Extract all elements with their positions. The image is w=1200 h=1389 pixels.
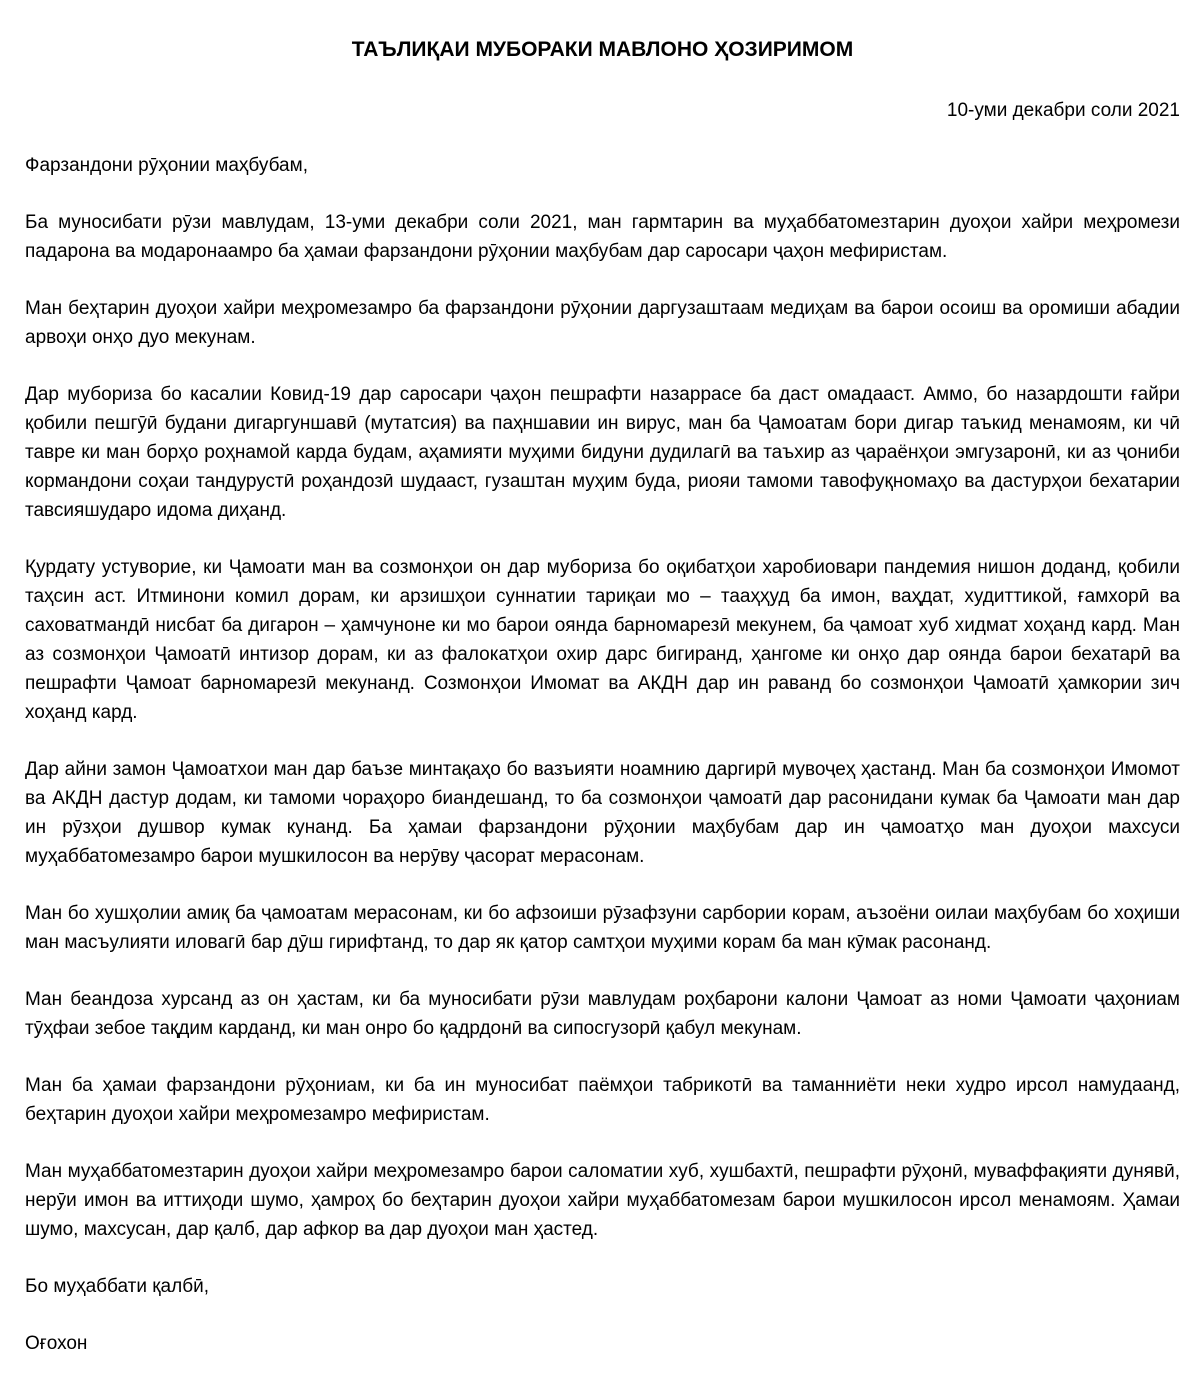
paragraph-6: Ман бо хушҳолии амиқ ба ҷамоатам мерасонам, ки бо афзоиши рӯзафзуни сарбории корам, аъзоёни оилаи маҳбубам бо хоҳиши ман масъулияти иловагӣ бар дӯш гирифтанд, то дар як қатор самтҳои муҳими корам ба ман кӯмак расонанд. <box>25 903 1180 953</box>
paragraph-3: Дар мубориза бо касалии Ковид-19 дар саросари ҷаҳон пешрафти назаррасе ба даст омадааст. Аммо, бо назардошти ғайри қобили пешгӯӣ будани дигаргуншавӣ (мутатсия) ва паҳншавии ин вирус, ман ба Ҷамоатам бори дигар таъкид менамоям, ки чӣ тавре ки ман борҳо роҳнамой карда будам, аҳамияти муҳими бидуни дудилагӣ ва таъхир аз ҷараёнҳои эмгузаронӣ, ки аз ҷониби кормандони соҳаи тандурустӣ роҳандозӣ шудааст, гузаштан муҳим буда, риояи тамоми тавофуқномаҳо ва дастурҳои бехатарии тавсияшударо идома диҳанд. <box>25 384 1180 521</box>
closing-line: Бо муҳаббати қалбӣ, <box>25 1276 209 1297</box>
paragraph-9: Ман муҳаббатомезтарин дуоҳои хайри меҳромезамро барои саломатии хуб, хушбахтӣ, пешрафти рӯҳонӣ, муваффақияти дунявӣ, нерӯи имон ва иттиҳоди шумо, ҳамроҳ бо беҳтарин дуоҳои хайри муҳаббатомезам барои мушкилосон ирсол менамоям. Ҳамаи шумо, махсусан, дар қалб, дар афкор ва дар дуоҳои ман ҳастед. <box>25 1161 1180 1240</box>
paragraph-2: Ман беҳтарин дуоҳои хайри меҳромезамро ба фарзандони рӯҳонии даргузаштаам медиҳам ва барои осоиш ва оромиши абадии арвоҳи онҳо дуо мекунам. <box>25 298 1180 348</box>
salutation: Фарзандони рӯҳонии маҳбубам, <box>25 155 308 176</box>
paragraph-7: Ман беандоза хурсанд аз он ҳастам, ки ба муносибати рӯзи мавлудам роҳбарони калони Ҷамоат аз номи Ҷамоати ҷаҳониам тӯҳфаи зебое тақдим карданд, ки ман онро бо қадрдонӣ ва сипосгузорӣ қабул мекунам. <box>25 989 1180 1039</box>
signature: Оғохон <box>25 1333 88 1354</box>
letter-title: ТАЪЛИҚАИ МУБОРАКИ МАВЛОНО ҲОЗИРИМОМ <box>351 38 854 61</box>
letter-page <box>25 0 1180 1358</box>
paragraph-4: Қурдату устуворие, ки Ҷамоати ман ва созмонҳои он дар мубориза бо оқибатҳои харобиовари пандемия нишон доданд, қобили таҳсин аст. Итминони комил дорам, ки арзишҳои суннатии тариқаи мо – тааҳҳуд ба имон, ваҳдат, худиттикой, ғамхорӣ ва саховатмандӣ нисбат ба дигарон – ҳамчуноне ки мо барои оянда барномарезӣ мекунем, ба ҷамоат хуб хидмат хоҳанд кард. Ман аз созмонҳои Ҷамоатӣ интизор дорам, ки аз фалокатҳои охир дарс бигиранд, ҳангоме ки онҳо дар оянда барои бехатарӣ ва пешрафти Ҷамоат барномарезӣ мекунанд. Созмонҳои Имомат ва АКДН дар ин раванд бо созмонҳои Ҷамоатӣ ҳамкории зич хоҳанд кард. <box>25 557 1180 723</box>
paragraph-8: Ман ба ҳамаи фарзандони рӯҳониам, ки ба ин муносибат паёмҳои табрикотӣ ва таманниёти неки худро ирсол намудаанд, беҳтарин дуоҳои хайри меҳромезамро мефиристам. <box>25 1075 1180 1125</box>
paragraph-5: Дар айни замон Ҷамоатхои ман дар баъзе минтақаҳо бо вазъияти ноамнию даргирӣ мувоҷеҳ ҳастанд. Ман ба созмонҳои Имомот ва АКДН дастур додам, ки тамоми чораҳоро биандешанд, то ба созмонҳои ҷамоатӣ дар расонидани кумак ба Ҷамоати ман дар ин рӯзҳои душвор кумак кунанд. Ба ҳамаи фарзандони рӯҳонии маҳбубам дар ин ҷамоатҳо ман дуоҳои махсуси муҳаббатомезамро барои мушкилосон ва нерӯву ҷасорат мерасонам. <box>25 759 1180 867</box>
paragraph-1: Ба муносибати рӯзи мавлудам, 13-уми декабри соли 2021, ман гармтарин ва муҳаббатомезтарин дуоҳои хайри меҳромези падарона ва модаронаамро ба ҳамаи фарзандони рӯҳонии маҳбубам дар саросари ҷаҳон мефиристам. <box>25 212 1180 262</box>
letter-date: 10-уми декабри соли 2021 <box>946 100 1180 121</box>
